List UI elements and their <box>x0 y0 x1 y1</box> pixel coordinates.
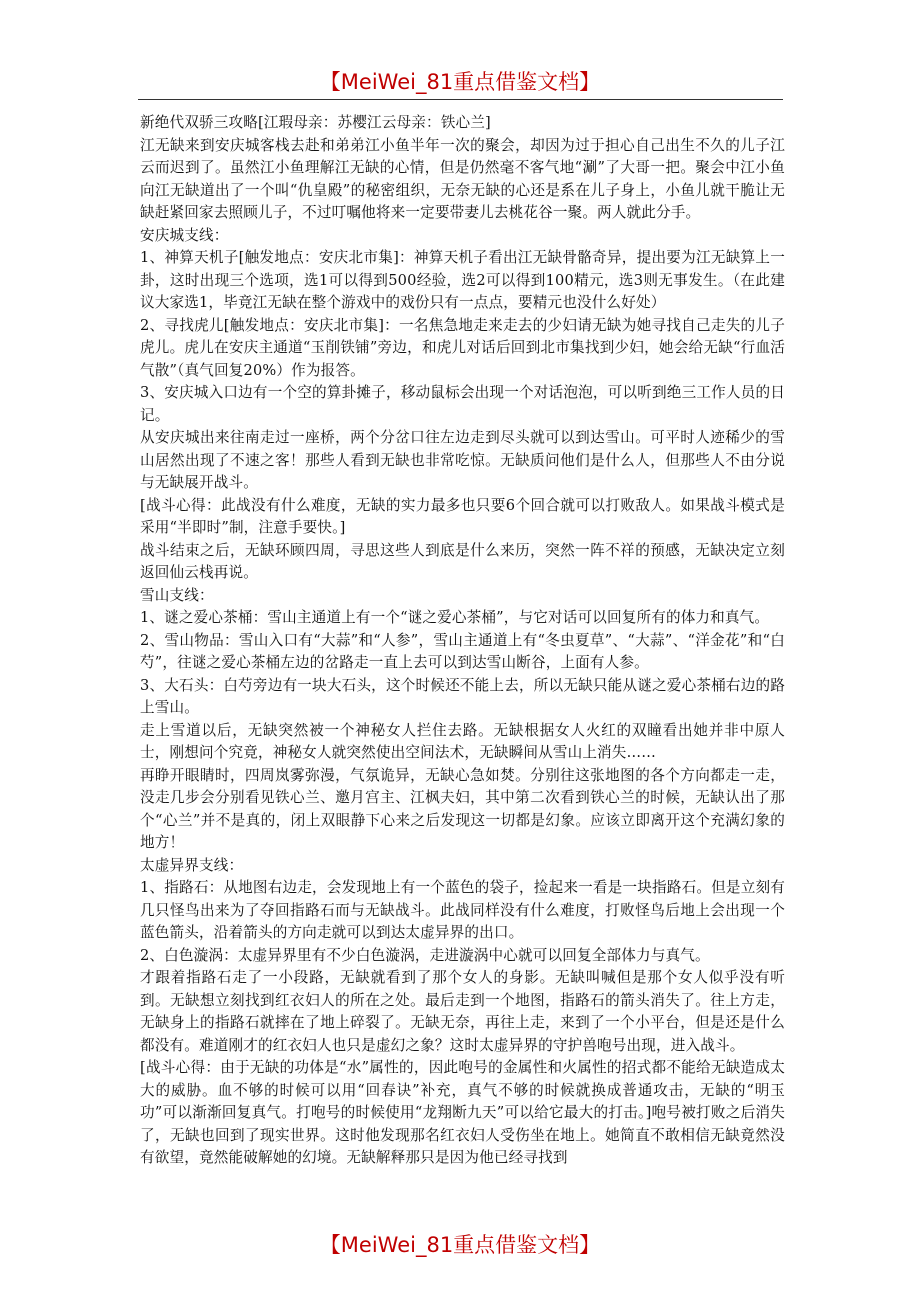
paragraph: 江无缺来到安庆城客栈去赴和弟弟江小鱼半年一次的聚会，却因为过于担心自己出生不久的儿子江云而迟到了。虽然江小鱼理解江无缺的心情，但是仍然毫不客气地“涮”了大哥一把。聚会中江小鱼向江无缺道出了一个叫“仇皇殿”的秘密组织，无奈无缺的心还是系在儿子身上，小鱼儿就干脆让无缺赶紧回家去照顾儿子，不过叮嘱他将来一定要带妻儿去桃花谷一聚。两人就此分手。 <box>140 136 785 221</box>
paragraph: 1、谜之爱心茶桶：雪山主通道上有一个“谜之爱心茶桶”，与它对话可以回复所有的体力和真气。 <box>140 609 770 626</box>
paragraph: 2、白色漩涡：太虚异界里有不少白色漩涡，走进漩涡中心就可以回复全部体力与真气。 <box>140 946 710 964</box>
paragraph: 走上雪道以后，无缺突然被一个神秘女人拦住去路。无缺根据女人火红的双瞳看出她并非中原人士，刚想问个究竟，神秘女人就突然使出空间法术，无缺瞬间从雪山上消失…… <box>140 721 785 761</box>
header-banner: 【MeiWei_81重点借鉴文档】 <box>319 70 601 94</box>
paragraph: 从安庆城出来往南走过一座桥，两个分岔口往左边走到尽头就可以到达雪山。可平时人迹稀少的雪山居然出现了不速之客！那些人看到无缺也非常吃惊。无缺质问他们是什么人，但那些人不由分说与无缺展开战斗。 <box>140 429 785 491</box>
document-body <box>140 112 785 1204</box>
header-divider <box>138 99 783 100</box>
paragraph: 1、指路石：从地图右边走，会发现地上有一个蓝色的袋子，捡起来一看是一块指路石。但是立刻有几只怪鸟出来为了夺回指路石而与无缺战斗。此战同样没有什么难度，打败怪鸟后地上会出现一个蓝色箭头，沿着箭头的方向走就可以到达太虚异界的出口。 <box>140 879 785 941</box>
paragraph: 才跟着指路石走了一小段路，无缺就看到了那个女人的身影。无缺叫喊但是那个女人似乎没有听到。无缺想立刻找到红衣妇人的所在之处。最后走到一个地图，指路石的箭头消失了。往上方走，无缺身上的指路石就摔在了地上碎裂了。无缺无奈，再往上走，来到了一个小平台，但是还是什么都没有。难道刚才的红衣妇人也只是虚幻之象？这时太虚异界的守护兽咆号出现，进入战斗。 <box>140 969 785 1054</box>
paragraph: 2、雪山物品：雪山入口有“大蒜”和“人参”，雪山主通道上有“冬虫夏草”、“大蒜”、“洋金花”和“白芍”，往谜之爱心茶桶左边的岔路走一直上去可以到达雪山断谷，上面有人参。 <box>140 631 785 671</box>
paragraph: 战斗结束之后，无缺环顾四周，寻思这些人到底是什么来历，突然一阵不祥的预感，无缺决定立刻返回仙云栈再说。 <box>140 541 785 581</box>
paragraph: 2、寻找虎儿[触发地点：安庆北市集]：一名焦急地走来走去的少妇请无缺为她寻找自己走失的儿子虎儿。虎儿在安庆主通道“玉削铁铺”旁边，和虎儿对话后回到北市集找到少妇，她会给无缺“行血活气散”（真气回复20%）作为报答。 <box>140 316 785 379</box>
paragraph: 再睁开眼睛时，四周岚雾弥漫，气氛诡异，无缺心急如焚。分别往这张地图的各个方向都走一走，没走几步会分别看见铁心兰、邀月宫主、江枫夫妇，其中第二次看到铁心兰的时候，无缺认出了那个“心兰”并不是真的，闭上双眼静下心来之后发现这一切都是幻象。应该立即离开这个充满幻象的地方！ <box>140 766 785 851</box>
paragraph: 1、神算天机子[触发地点：安庆北市集]：神算天机子看出江无缺骨骼奇异，提出要为江无缺算上一卦，这时出现三个选项，选1可以得到500经验，选2可以得到100精元，选3则无事发生。（在此建议大家选1，毕竟江无缺在整个游戏中的戏份只有一点点，要精元也没什么好处） <box>140 249 785 311</box>
footer-banner: 【MeiWei_81重点借鉴文档】 <box>319 1233 601 1257</box>
section-heading-anqing: 安庆城支线： <box>140 226 229 244</box>
section-heading-taixu: 太虚异界支线： <box>140 856 244 874</box>
paragraph: [战斗心得：此战没有什么难度，无缺的实力最多也只要6个回合就可以打败敌人。如果战斗模式是采用“半即时”制，注意手要快。] <box>140 496 785 536</box>
paragraph: 3、大石头：白芍旁边有一块大石头，这个时候还不能上去，所以无缺只能从谜之爱心茶桶右边的路上雪山。 <box>140 676 785 716</box>
section-heading-snow-mountain: 雪山支线： <box>140 586 214 604</box>
paragraph: [战斗心得：由于无缺的功体是“水”属性的，因此咆号的金属性和火属性的招式都不能给无缺造成太大的威胁。血不够的时候可以用“回春诀”补充，真气不够的时候就换成普通攻击，无缺的“明玉功”可以渐渐回复真气。打咆号的时候使用“龙翔断九天”可以给它最大的打击。]咆号被打败之后消失了，无缺也回到了现实世界。这时他发现那名红衣妇人受伤坐在地上。她简直不敢相信无缺竟然没有欲望，竟然能破解她的幻境。无缺解释那只是因为他已经寻找到 <box>140 1059 785 1166</box>
document-title: 新绝代双骄三攻略[江瑕母亲：苏樱江云母亲：铁心兰] <box>140 114 491 131</box>
paragraph: 3、安庆城入口边有一个空的算卦摊子，移动鼠标会出现一个对话泡泡，可以听到绝三工作人员的日记。 <box>140 384 785 424</box>
